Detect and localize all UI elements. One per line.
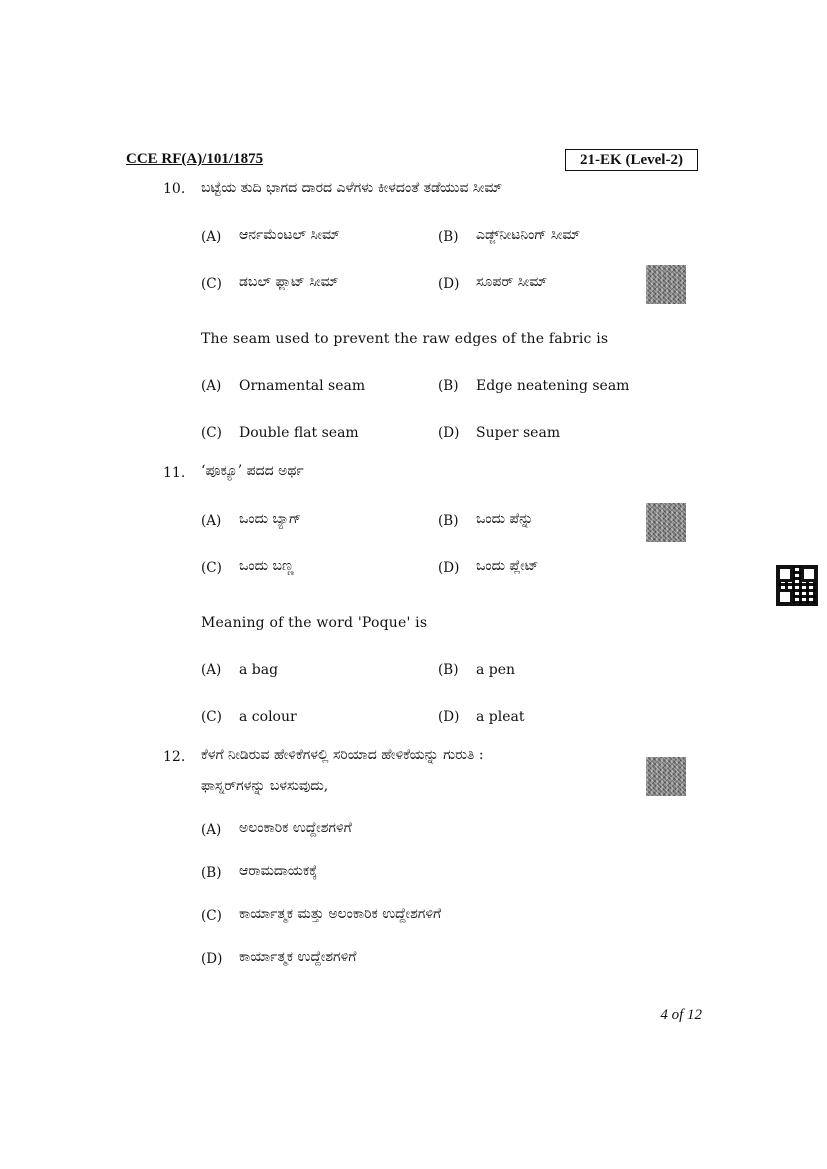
- option-text: Super seam: [476, 425, 561, 441]
- option-text: ಒಂದು ಬ್ಯಾಗ್: [239, 511, 302, 527]
- option-label: (A): [201, 822, 222, 838]
- question-number: 11.: [163, 465, 186, 481]
- paper-code: CCE RF(A)/101/1875: [126, 151, 264, 167]
- option-label: (C): [201, 908, 222, 924]
- noise-pattern-image: [646, 503, 686, 542]
- question-number: 10.: [163, 181, 186, 197]
- question-text-kannada: ಕೆಳಗೆ ನೀಡಿರುವ ಹೇಳಿಕೆಗಳಲ್ಲಿ ಸರಿಯಾದ ಹೇಳಿಕೆಯನ್ನು ಗುರುತಿ :: [201, 747, 484, 763]
- option-label: (A): [201, 513, 222, 529]
- option-label: (C): [201, 709, 222, 725]
- option-text: ಒಂದು ಬಣ್ಣ: [239, 558, 294, 574]
- option-text: ಸೂಪರ್ ಸೀಮ್: [476, 274, 548, 290]
- option-text: a pleat: [476, 709, 525, 725]
- question-text-english: Meaning of the word 'Poque' is: [201, 615, 428, 631]
- option-text: a bag: [239, 662, 279, 678]
- option-text: ಒಂದು ಪ್ಲೇಟ್: [476, 558, 539, 574]
- option-label: (D): [438, 276, 460, 292]
- option-text: ಒಂದು ಪೆನ್ನು: [476, 511, 534, 527]
- option-label: (A): [201, 662, 222, 678]
- option-label: (A): [201, 378, 222, 394]
- page-number: 4 of 12: [660, 1007, 702, 1023]
- noise-pattern-image: [646, 757, 686, 796]
- question-number: 12.: [163, 749, 186, 765]
- option-label: (B): [438, 662, 459, 678]
- option-text: ಕಾರ್ಯಾತ್ಮಕ ಉದ್ದೇಶಗಳಿಗೆ: [239, 949, 357, 965]
- option-text: Ornamental seam: [239, 378, 366, 394]
- option-text: ಡಬಲ್ ಫ್ಲಾಟ್ ಸೀಮ್: [239, 274, 339, 290]
- question-text-kannada-line2: ಫಾಸ್ನರ್‌ಗಳನ್ನು ಬಳಸುವುದು,: [201, 778, 329, 794]
- option-label: (B): [438, 229, 459, 245]
- option-label: (B): [438, 378, 459, 394]
- level-box: 21-EK (Level-2): [565, 149, 698, 171]
- question-text-kannada: ‘ಪೂಕ್ಯೂ’ ಪದದ ಅರ್ಥ: [201, 463, 304, 479]
- question-text-kannada: ಬಟ್ಟೆಯ ತುದಿ ಭಾಗದ ದಾರದ ಎಳೆಗಳು ಕೀಳದಂತೆ ತಡೆಯುವ ಸೀಮ್: [201, 180, 503, 196]
- option-text: a colour: [239, 709, 297, 725]
- noise-pattern-image: [646, 265, 686, 304]
- option-text: ಆರ್ನಮೆಂಟಲ್ ಸೀಮ್: [239, 227, 340, 243]
- option-label: (C): [201, 276, 222, 292]
- option-label: (B): [438, 513, 459, 529]
- option-text: a pen: [476, 662, 516, 678]
- option-text: ಅಲಂಕಾರಿಕ ಉದ್ದೇಶಗಳಿಗೆ: [239, 820, 352, 836]
- option-label: (D): [438, 709, 460, 725]
- option-label: (C): [201, 425, 222, 441]
- question-text-english: The seam used to prevent the raw edges of the fabric is: [201, 331, 609, 347]
- option-label: (D): [438, 425, 460, 441]
- option-label: (A): [201, 229, 222, 245]
- option-text: Double flat seam: [239, 425, 359, 441]
- option-label: (B): [201, 865, 222, 881]
- option-label: (D): [438, 560, 460, 576]
- option-label: (C): [201, 560, 222, 576]
- option-text: Edge neatening seam: [476, 378, 630, 394]
- option-text: ಕಾರ್ಯಾತ್ಮಕ ಮತ್ತು ಅಲಂಕಾರಿಕ ಉದ್ದೇಶಗಳಿಗೆ: [239, 906, 442, 922]
- option-text: ಎಡ್ಜ್‌ನೀಟನಿಂಗ್ ಸೀಮ್: [476, 227, 581, 243]
- option-label: (D): [201, 951, 223, 967]
- option-text: ಆರಾಮದಾಯಕಕ್ಕೆ: [239, 863, 318, 879]
- qr-code: [776, 565, 818, 606]
